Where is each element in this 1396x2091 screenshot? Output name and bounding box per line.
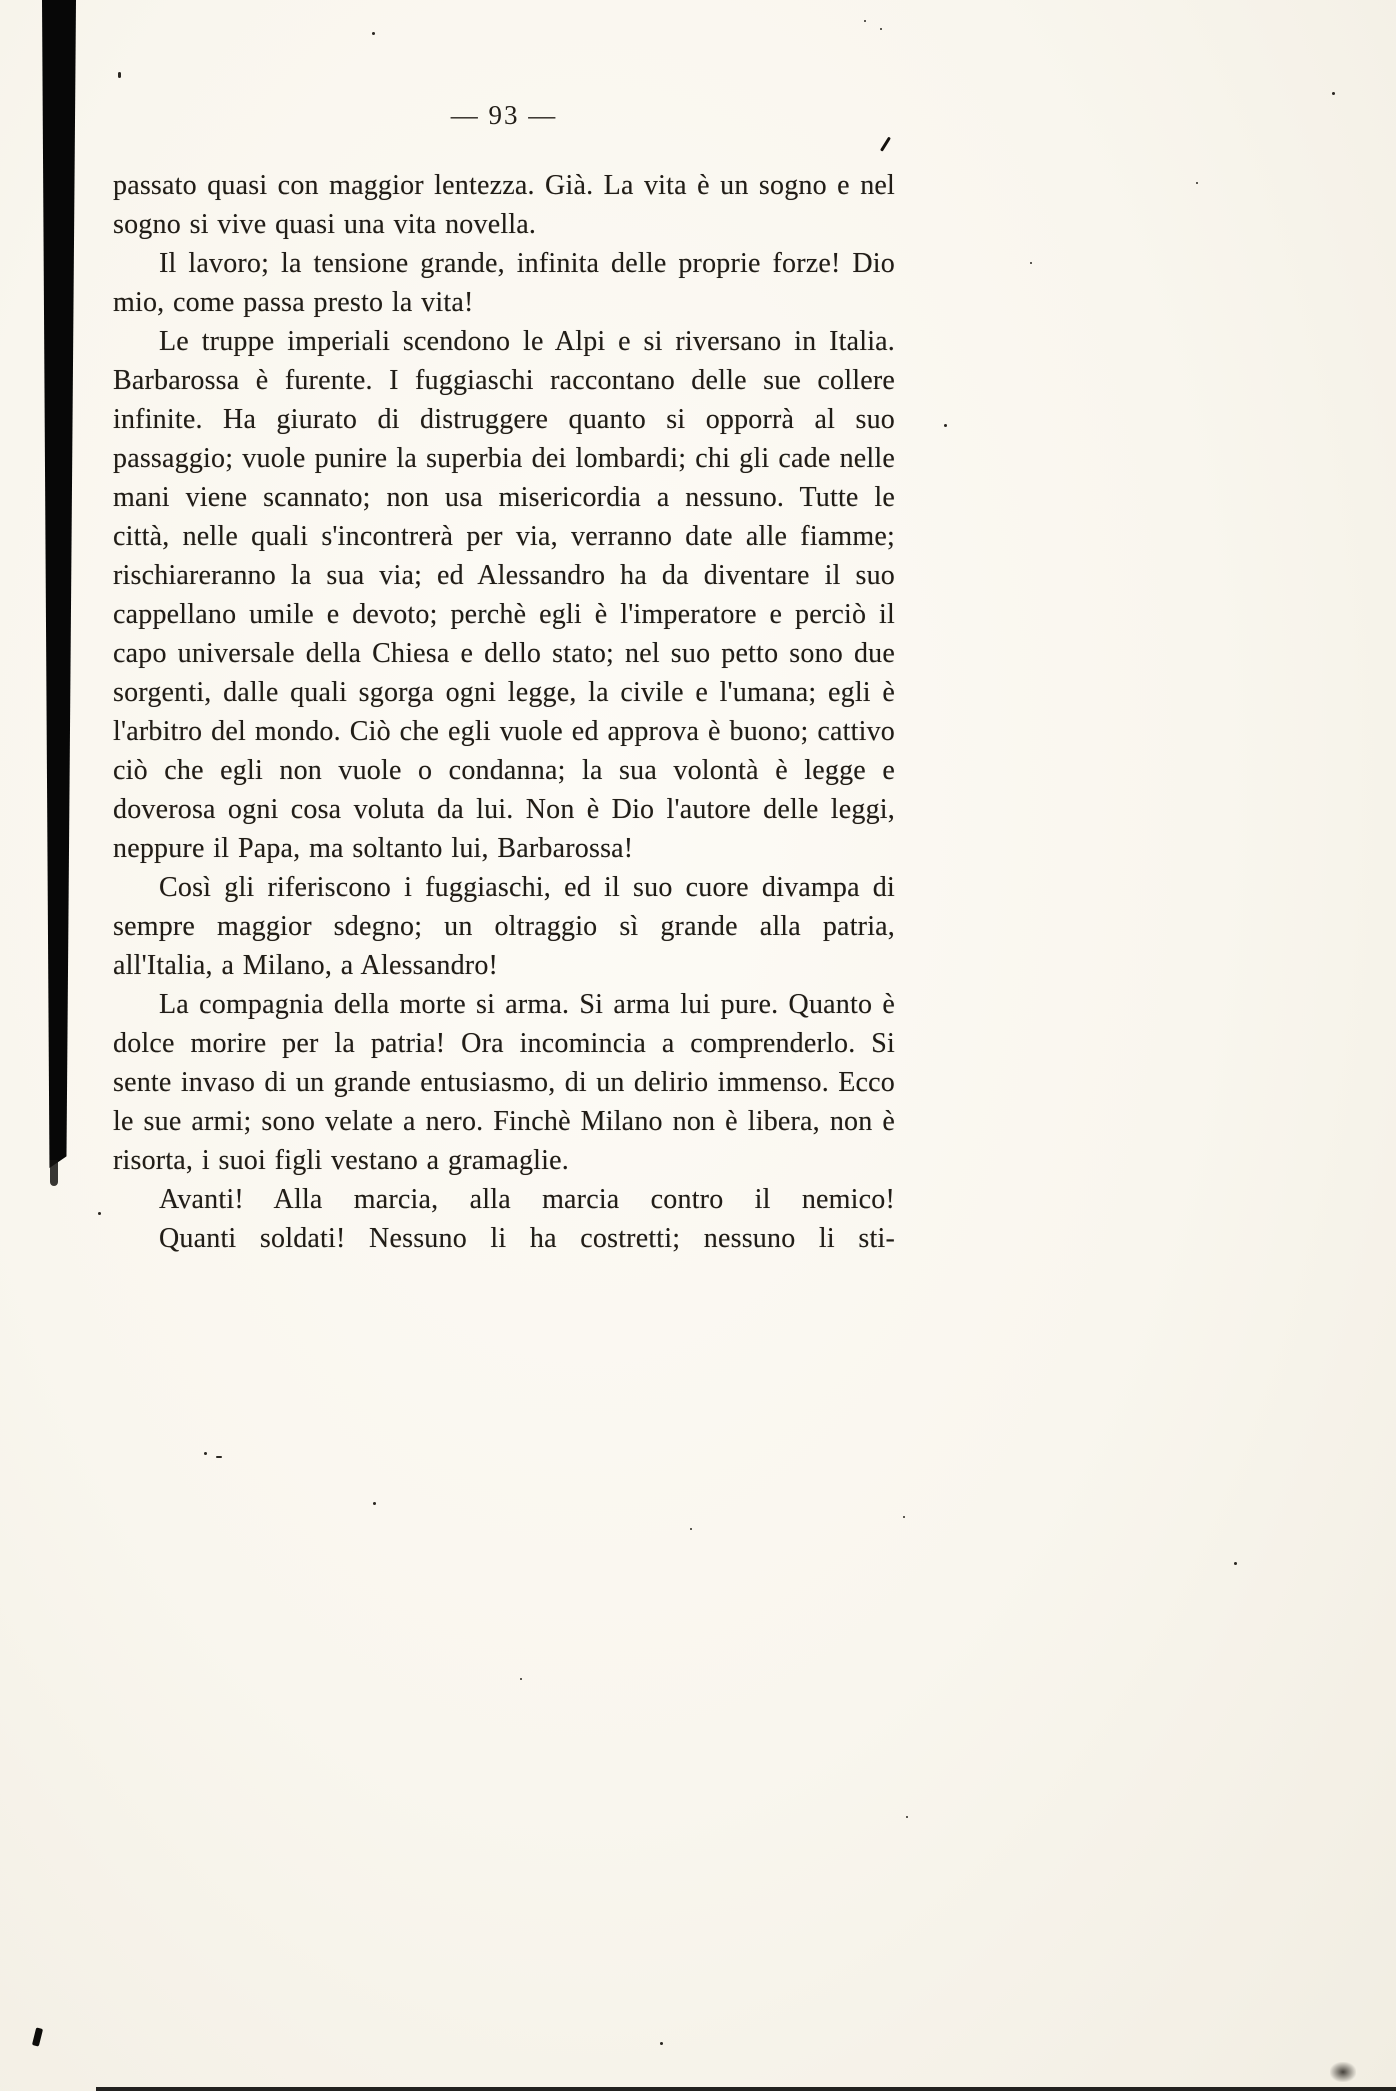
scan-speck — [864, 20, 866, 22]
scan-speck — [1234, 1562, 1237, 1565]
scan-smudge — [1330, 2062, 1356, 2082]
scan-speck — [373, 1502, 376, 1505]
body-paragraph-7: Quanti soldati! Nessuno li ha costretti; nessuno li sti- — [159, 1223, 895, 1254]
body-paragraph-2: Il lavoro; la tensione grande, infinita delle proprie forze! Dio mio, come passa presto la vita! — [113, 248, 895, 318]
scan-speck — [903, 1516, 905, 1518]
body-paragraph-3: Le truppe imperiali scendono le Alpi e si riversano in Italia. Barbarossa è furente. I fuggiaschi raccontano delle sue collere infinite. Ha giurato di distruggere quanto si opporrà al suo passaggio; vuole punire la superbia dei lombardi; chi gli cade nelle mani viene scannato; non usa misericordia a nessuno. Tutte le città, nelle quali s'incontrerà per via, verranno date alle fiamme; rischiareranno la sua via; ed Alessandro ha da diventare il suo cappellano umile e devoto; perchè egli è l'imperatore e perciò il capo universale della Chiesa e dello stato; nel suo petto sono due sorgenti, dalle quali sgorga ogni legge, la civile e l'umana; egli è l'arbitro del mondo. Ciò che egli vuole ed approva è buono; cattivo ciò che egli non vuole o condanna; la sua volontà è legge e doverosa ogni cosa voluta da lui. Non è Dio l'autore delle leggi, neppure il Papa, ma soltanto lui, Barbarossa! — [113, 326, 895, 864]
scan-corner-mark — [32, 2027, 43, 2046]
scan-speck — [906, 1816, 908, 1818]
binding-shadow-bar — [42, 0, 76, 1168]
scan-bottom-edge — [96, 2087, 1396, 2091]
scan-speck — [690, 1528, 692, 1530]
scan-speck — [118, 72, 121, 78]
scan-speck — [98, 1212, 101, 1215]
binding-shadow-tail — [50, 1160, 58, 1186]
text-block — [113, 166, 895, 1258]
page-number: — 93 — — [450, 100, 558, 130]
scan-speck — [520, 1678, 522, 1680]
scan-speck — [372, 32, 375, 35]
scan-speck — [880, 28, 882, 30]
body-paragraph-4: Così gli riferiscono i fuggiaschi, ed il suo cuore divampa di sempre maggior sdegno; un oltraggio sì grande alla patria, all'Italia, a Milano, a Alessandro! — [113, 872, 895, 981]
scan-stroke-mark — [880, 137, 891, 152]
body-paragraph-6: Avanti! Alla marcia, alla marcia contro il nemico! — [159, 1184, 895, 1215]
scan-speck — [660, 2042, 663, 2045]
scan-speck — [944, 424, 947, 427]
scan-speck — [204, 1452, 207, 1455]
scan-speck — [1332, 92, 1335, 95]
scan-speck — [216, 1456, 222, 1458]
body-paragraph-1: passato quasi con maggior lentezza. Già. La vita è un sogno e nel sogno si vive quasi una vita novella. — [113, 170, 895, 240]
scan-speck — [1196, 182, 1198, 184]
body-paragraph-5: La compagnia della morte si arma. Si arma lui pure. Quanto è dolce morire per la patria! Ora incomincia a comprenderlo. Si sente invaso di un grande entusiasmo, di un delirio immenso. Ecco le sue armi; sono velate a nero. Finchè Milano non è libera, non è risorta, i suoi figli vestano a gramaglie. — [113, 989, 895, 1176]
scan-speck — [1030, 262, 1032, 264]
